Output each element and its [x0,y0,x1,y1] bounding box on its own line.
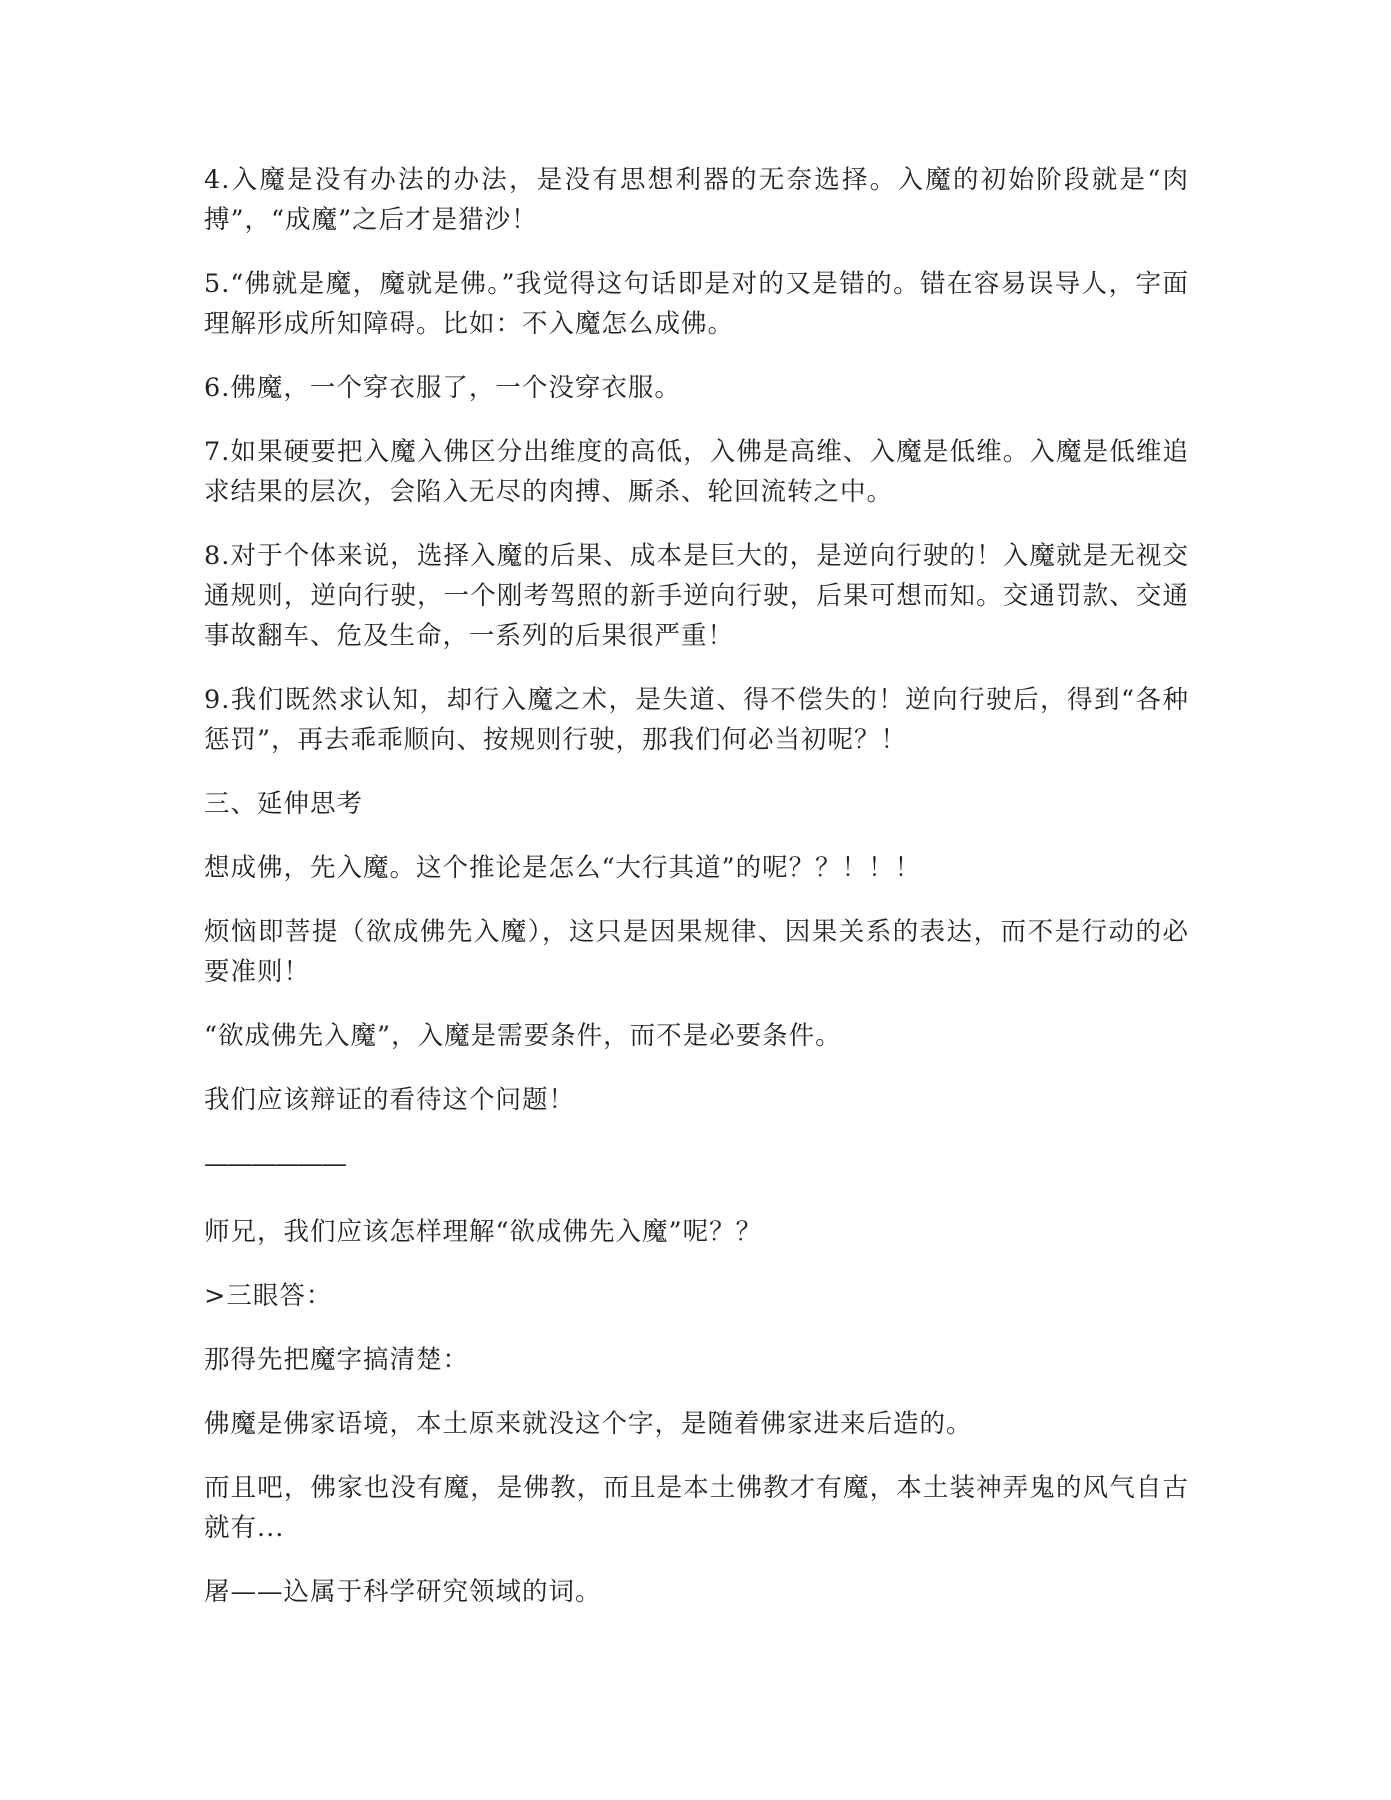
paragraph-6: 6.佛魔，一个穿衣服了，一个没穿衣服。 [204,373,681,403]
paragraph-5: 5.“佛就是魔，魔就是佛。”我觉得这句话即是对的又是错的。错在容易误导人，字面理解形成所知障碍。比如：不入魔怎么成佛。 [204,269,1189,339]
paragraph-extension-4: 我们应该辩证的看待这个问题！ [204,1085,576,1115]
answer-paragraph-3: 而且吧，佛家也没有魔，是佛教，而且是本土佛教才有魔，本土装神弄鬼的风气自古就有... [204,1473,1189,1543]
answer-paragraph-1: 那得先把魔字搞清楚： [204,1345,470,1375]
answer-label: >三眼答： [204,1281,333,1311]
paragraph-7: 7.如果硬要把入魔入佛区分出维度的高低，入佛是高维、入魔是低维。入魔是低维追求结果的层次，会陷入无尽的肉搏、厮杀、轮回流转之中。 [204,437,1189,507]
paragraph-extension-2: 烦恼即菩提（欲成佛先入魔），这只是因果规律、因果关系的表达，而不是行动的必要准则！ [204,917,1189,987]
divider: —————— [204,1149,345,1179]
paragraph-extension-3: “欲成佛先入魔”，入魔是需要条件，而不是必要条件。 [204,1021,842,1051]
document-page [204,160,1189,1636]
paragraph-8: 8.对于个体来说，选择入魔的后果、成本是巨大的，是逆向行驶的！入魔就是无视交通规则，逆向行驶，一个刚考驾照的新手逆向行驶，后果可想而知。交通罚款、交通事故翻车、危及生命，一系列的后果很严重！ [204,541,1189,651]
paragraph-9: 9.我们既然求认知，却行入魔之术，是失道、得不偿失的！逆向行驶后，得到“各种惩罚”，再去乖乖顺向、按规则行驶，那我们何必当初呢？！ [204,685,1189,755]
answer-paragraph-4: 屠——込属于科学研究领域的词。 [204,1577,602,1607]
section-heading: 三、延伸思考 [204,789,364,819]
answer-paragraph-2: 佛魔是佛家语境，本土原来就没这个字，是随着佛家进来后造的。 [204,1409,973,1439]
paragraph-extension-1: 想成佛，先入魔。这个推论是怎么“大行其道”的呢？？！！！ [204,853,922,883]
paragraph-4: 4.入魔是没有办法的办法，是没有思想利器的无奈选择。入魔的初始阶段就是“肉搏”，“成魔”之后才是猎沙！ [204,165,1189,235]
question: 师兄，我们应该怎样理解“欲成佛先入魔”呢？？ [204,1217,763,1247]
